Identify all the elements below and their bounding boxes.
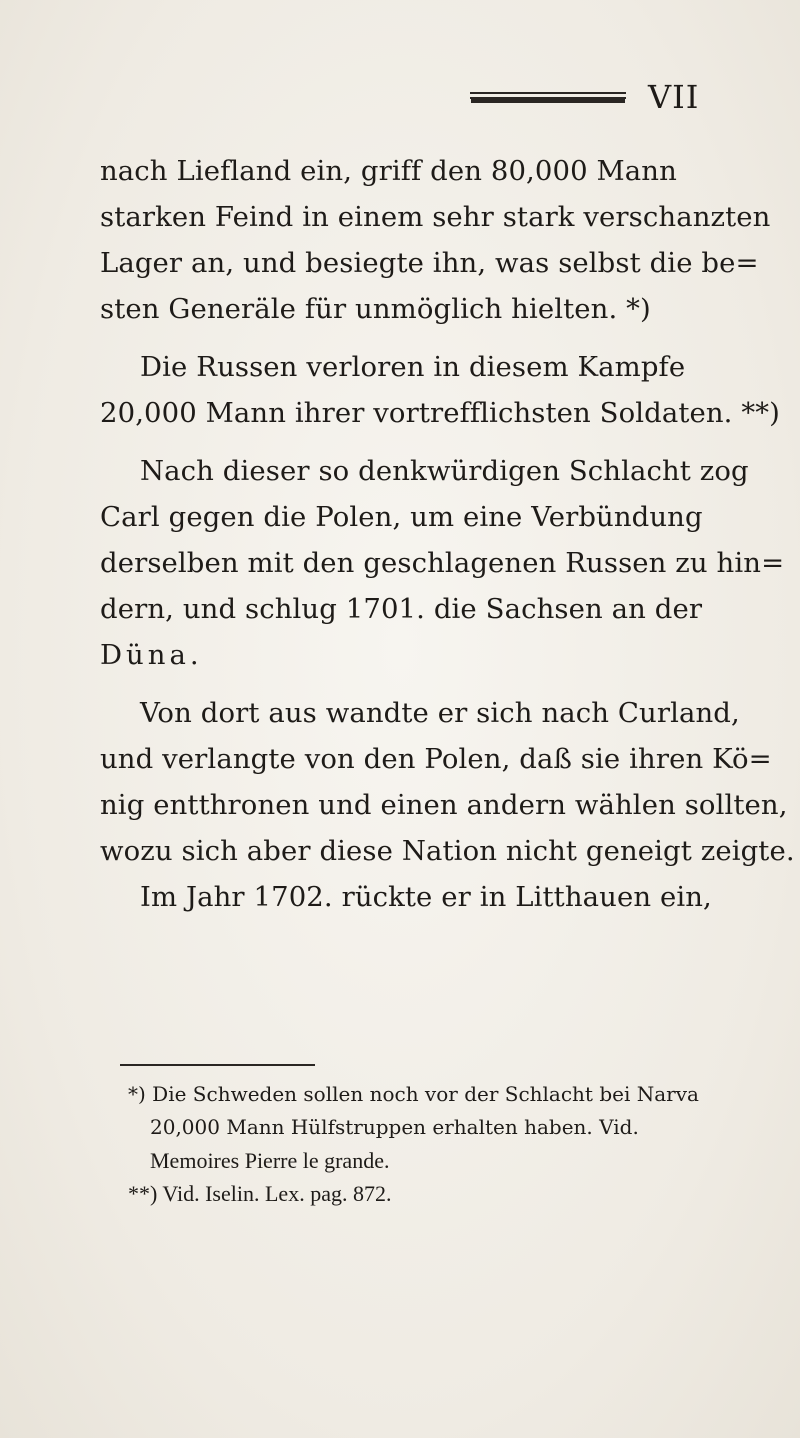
main-text	[100, 148, 795, 920]
text-line: Nach dieser so denkwürdigen Schlacht zog	[140, 455, 749, 487]
text-line: Düna.	[100, 639, 203, 671]
paragraph-gap	[100, 332, 740, 344]
paragraph-gap	[100, 678, 740, 690]
paragraph-gap	[100, 436, 740, 448]
text-line: derselben mit den geschlagenen Russen zu hin=	[100, 547, 785, 579]
text-line: 20,000 Mann ihrer vortrefflichsten Soldaten. **)	[100, 397, 780, 429]
text-line: Carl gegen die Polen, um eine Verbündung	[100, 501, 703, 533]
footnote-line: 20,000 Mann Hülfstruppen erhalten haben. Vid.	[150, 1115, 639, 1139]
footnote-line: Memoires Pierre le grande.	[150, 1148, 390, 1173]
page-header	[470, 78, 730, 128]
footnote-line: *) Die Schweden sollen noch vor der Schlacht bei Narva	[128, 1082, 699, 1106]
text-line: und verlangte von den Polen, daß sie ihren Kö=	[100, 743, 772, 775]
footnote-rule	[120, 1064, 315, 1066]
footnote-line: **) Vid. Iselin. Lex. pag. 872.	[128, 1181, 392, 1206]
footnotes	[128, 1078, 748, 1210]
text-line: sten Generäle für unmöglich hielten. *)	[100, 293, 651, 325]
page-number: VII	[648, 78, 700, 116]
text-line: Lager an, und besiegte ihn, was selbst die be=	[100, 247, 759, 279]
text-line: nach Liefland ein, griff den 80,000 Mann	[100, 155, 677, 187]
text-line: Im Jahr 1702. rückte er in Litthauen ein,	[140, 881, 712, 913]
text-line: starken Feind in einem sehr stark verschanzten	[100, 201, 771, 233]
text-line: Von dort aus wandte er sich nach Curland,	[140, 697, 740, 729]
header-rule	[470, 92, 626, 99]
text-line: Die Russen verloren in diesem Kampfe	[140, 351, 686, 383]
text-line: wozu sich aber diese Nation nicht geneigt zeigte.	[100, 835, 795, 867]
text-line: dern, und schlug 1701. die Sachsen an der	[100, 593, 703, 625]
text-line: nig entthronen und einen andern wählen sollten,	[100, 789, 788, 821]
